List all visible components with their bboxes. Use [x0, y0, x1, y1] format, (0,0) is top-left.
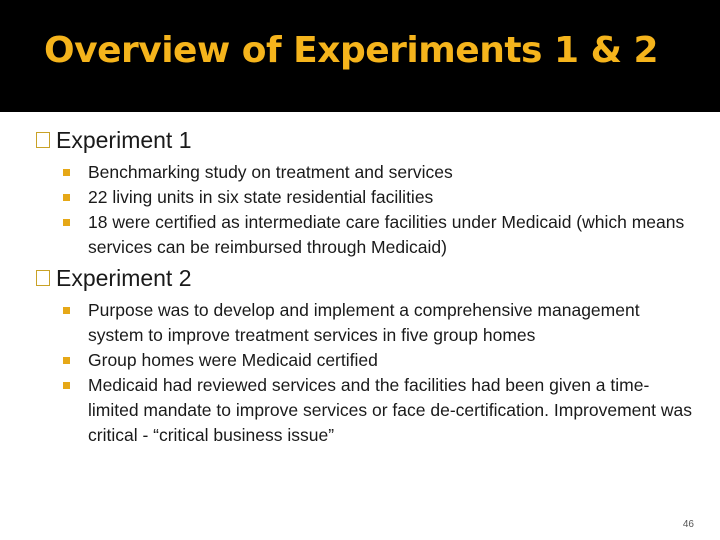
section-heading-text: Experiment 1	[56, 127, 192, 153]
square-bullet-icon	[63, 194, 70, 201]
section-heading-experiment-1	[36, 126, 696, 154]
bullet-item	[36, 298, 696, 348]
square-bullet-icon	[63, 357, 70, 364]
bullet-text: Benchmarking study on treatment and services	[88, 162, 453, 182]
bullet-text: Group homes were Medicaid certified	[88, 350, 378, 370]
section-heading-text: Experiment 2	[56, 265, 192, 291]
page-number: 46	[682, 519, 694, 530]
title-bar	[0, 0, 720, 112]
slide-content	[36, 126, 696, 452]
bullet-text: Medicaid had reviewed services and the facilities had been given a time-limited mandate to improve services or face de-certification. Improvement was critical - “critical business issue”	[88, 375, 692, 445]
square-bullet-icon	[63, 307, 70, 314]
bullet-item	[36, 373, 696, 448]
square-bullet-icon	[63, 169, 70, 176]
bullet-item	[36, 160, 696, 185]
slide-title: Overview of Experiments 1 & 2	[44, 30, 659, 71]
square-bullet-icon	[63, 219, 70, 226]
section-heading-experiment-2	[36, 264, 696, 292]
bullet-list-experiment-1	[36, 160, 696, 260]
square-bullet-icon	[63, 382, 70, 389]
checkbox-bullet-icon	[36, 270, 50, 286]
bullet-item	[36, 210, 696, 260]
bullet-item	[36, 185, 696, 210]
bullet-text: 22 living units in six state residential facilities	[88, 187, 434, 207]
bullet-text: Purpose was to develop and implement a comprehensive management system to improve treatment services in five group homes	[88, 300, 640, 345]
bullet-list-experiment-2	[36, 298, 696, 448]
checkbox-bullet-icon	[36, 132, 50, 148]
bullet-text: 18 were certified as intermediate care facilities under Medicaid (which means services can be reimbursed through Medicaid)	[88, 212, 685, 257]
bullet-item	[36, 348, 696, 373]
